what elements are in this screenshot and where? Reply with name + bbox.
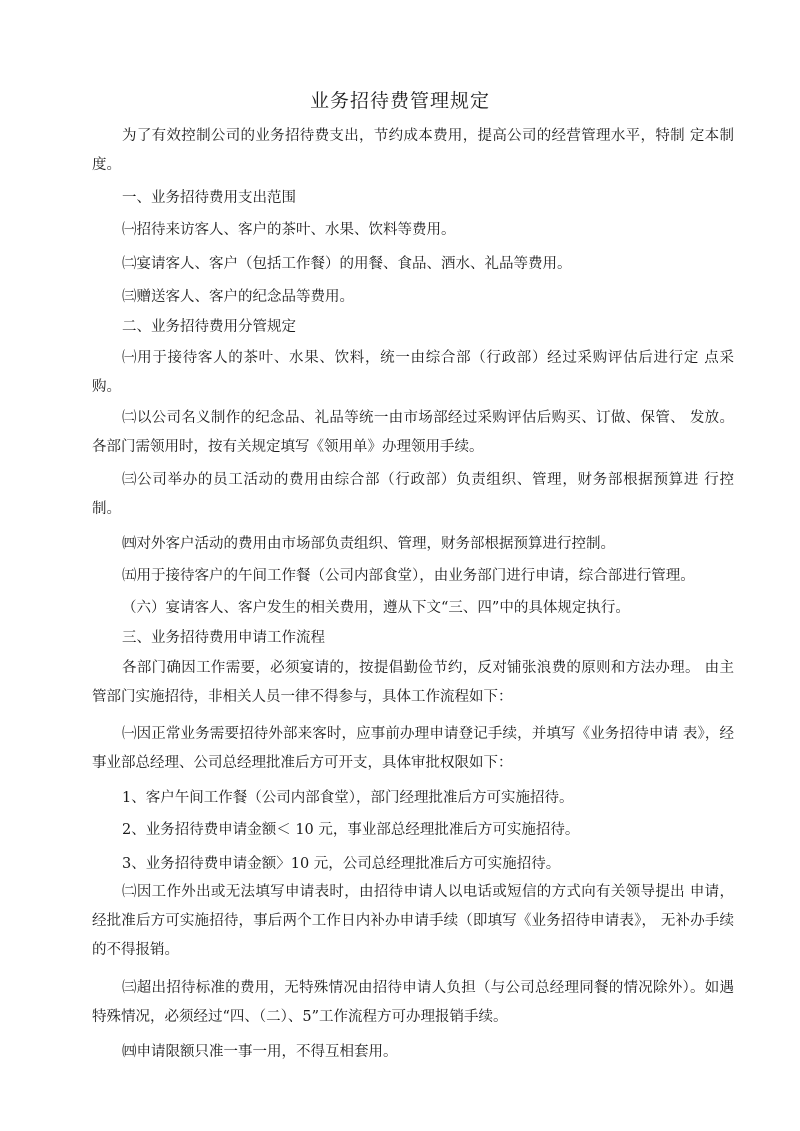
paragraph-1-2: ㈡宴请客人、客户（包括工作餐）的用餐、食品、酒水、礼品等费用。 — [122, 256, 572, 272]
section-heading-1: 一、业务招待费用支出范围 — [122, 190, 296, 206]
document-title: 业务招待费管理规定 — [309, 90, 490, 112]
paragraph-1-1: ㈠招待来访客人、客户的茶叶、水果、饮料等费用。 — [122, 222, 456, 238]
approval-item-1: 1、客户午间工作餐（公司内部食堂），部门经理批准后方可实施招待。 — [122, 790, 574, 806]
approval-item-3: 3、业务招待费申请金额〉10 元，公司总经理批准后方可实施招待。 — [122, 856, 561, 872]
paragraph-3-1: ㈠因正常业务需要招待外部来客时，应事前办理申请登记手续，并填写《业务招待申请 表》，经事业部总经理、公司总经理批准后方可开支，具体审批权限如下： — [92, 726, 734, 771]
section-heading-2: 二、业务招待费用分管规定 — [122, 319, 296, 335]
paragraph-2-3: ㈢公司举办的员工活动的费用由综合部（行政部）负责组织、管理，财务部根据预算进 行控制。 — [92, 472, 734, 517]
intro-paragraph: 为了有效控制公司的业务招待费支出，节约成本费用，提高公司的经营管理水平，特制 定本制度。 — [92, 128, 734, 173]
paragraph-2-5: ㈤用于接待客户的午间工作餐（公司内部食堂），由业务部门进行申请，综合部进行管理。 — [122, 568, 695, 584]
section-heading-3: 三、业务招待费用申请工作流程 — [122, 630, 325, 646]
paragraph-2-1: ㈠用于接待客人的茶叶、水果、饮料，统一由综合部（行政部）经过采购评估后进行定 点采购。 — [92, 350, 734, 395]
paragraph-2-4: ㈣对外客户活动的费用由市场部负责组织、管理，财务部根据预算进行控制。 — [122, 536, 615, 552]
paragraph-2-6: （六）宴请客人、客户发生的相关费用，遵从下文“三、四”中的具体规定执行。 — [122, 600, 630, 616]
paragraph-3-4: ㈣申请限额只准一事一用，不得互相套用。 — [122, 1044, 398, 1060]
paragraph-2-2: ㈡以公司名义制作的纪念品、礼品等统一由市场部经过采购评估后购买、订做、保管、 发放。各部门需领用时，按有关规定填写《领用单》办理领用手续。 — [92, 410, 734, 455]
paragraph-3-intro: 各部门确因工作需要，必须宴请的，按提倡勤俭节约，反对铺张浪费的原则和方法办理。 由主管部门实施招待，非相关人员一律不得参与，具体工作流程如下： — [92, 660, 734, 705]
approval-item-2: 2、业务招待费申请金额＜ 10 元，事业部总经理批准后方可实施招待。 — [122, 822, 580, 838]
paragraph-3-3: ㈢超出招待标准的费用，无特殊情况由招待申请人负担（与公司总经理同餐的情况除外）。如遇特殊情况，必须经过“四、（二）、5”工作流程方可办理报销手续。 — [92, 980, 734, 1025]
paragraph-3-2: ㈡因工作外出或无法填写申请表时，由招待申请人以电话或短信的方式向有关领导提出 申请，经批准后方可实施招待，事后两个工作日内补办申请手续（即填写《业务招待申请表》， 无补办手续的不得报销。 — [92, 884, 734, 958]
paragraph-1-3: ㈢赠送客人、客户的纪念品等费用。 — [122, 289, 354, 305]
